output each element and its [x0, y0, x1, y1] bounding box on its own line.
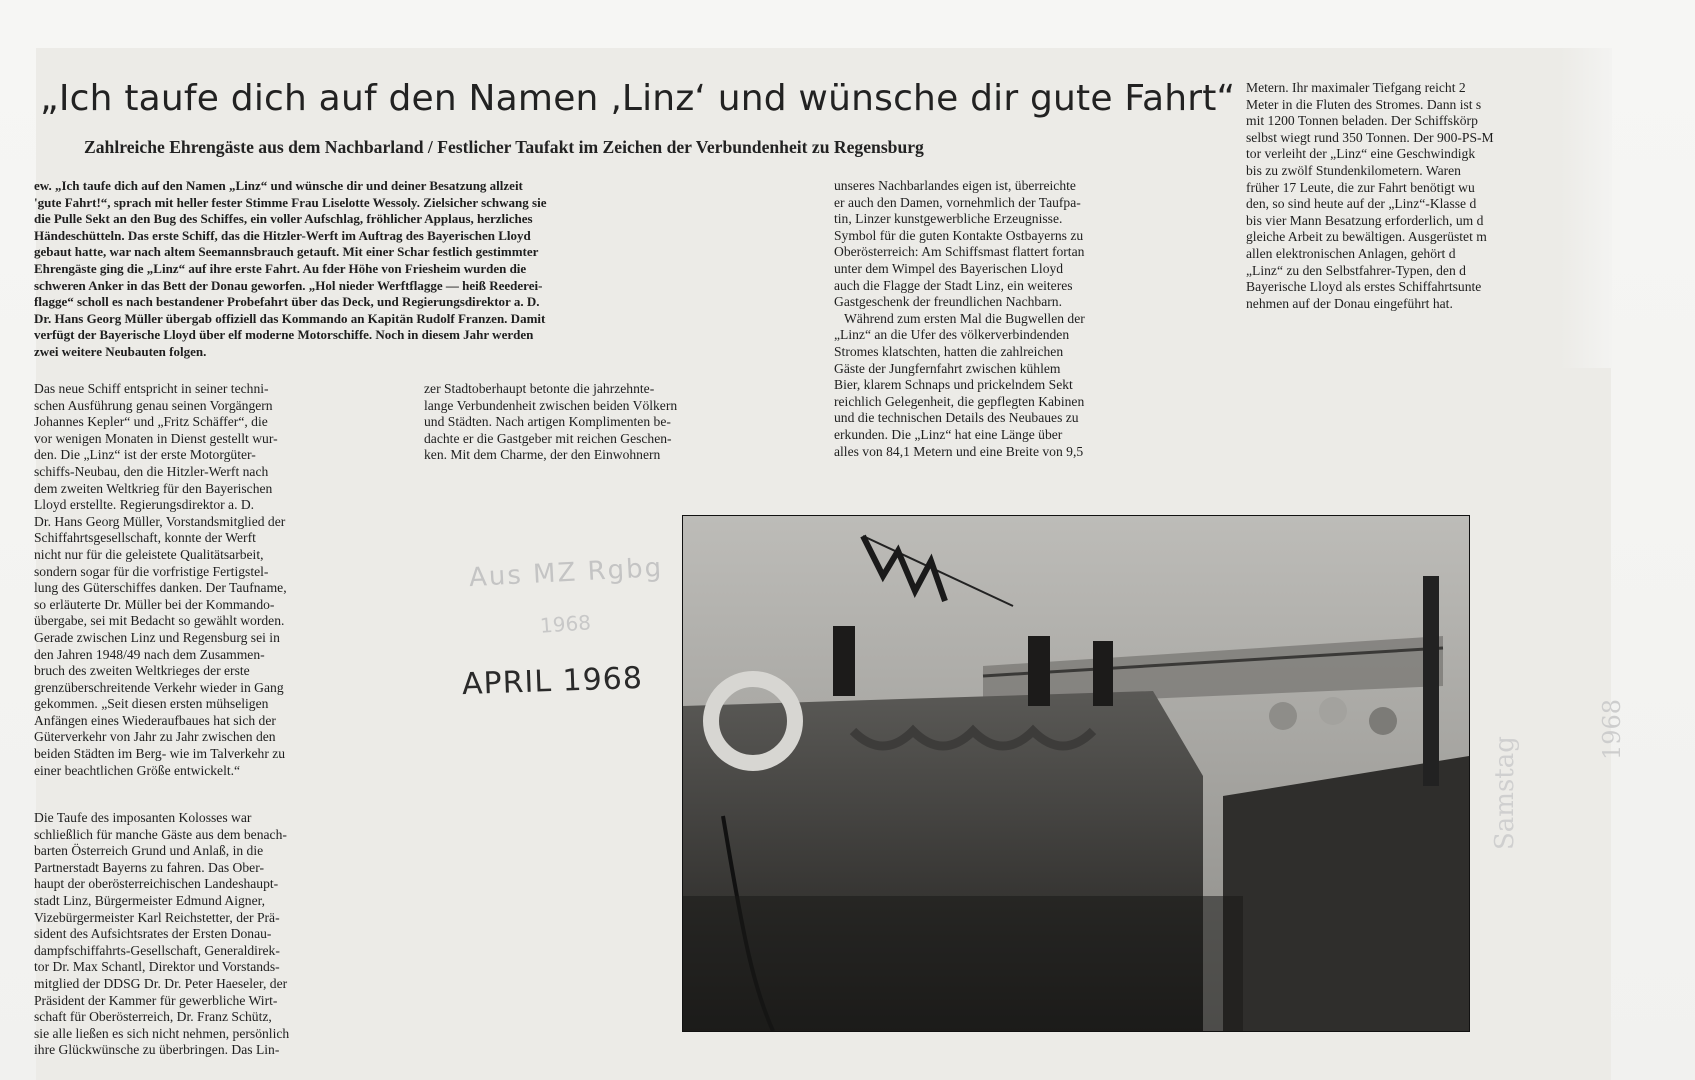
handwritten-date-note: APRIL 1968 [461, 660, 644, 703]
mast [1423, 576, 1439, 786]
column-4: Metern. Ihr maximaler Tiefgang reicht 2 Meter in die Fluten des Stromes. Dann ist s mit 1200 Tonnen beladen. Der Schiffskörp selbst wiegt rund 350 Tonnen. Der 900-PS-M tor verleiht der „Linz“ eine Geschwindigk bis zu zwölf Stundenkilometern. Waren früher 17 Leute, die zur Fahrt benötigt wu den, so sind heute auf der „Linz“-Klasse d bis vier Mann Besatzung erforderlich, um d gleiche Arbeit zu bewältigen. Ausgerüstet m allen elektronischen Anlagen, gehört d „Linz“ zu den Selbstfahrer-Typen, den d Bayerische Lloyd als erstes Schiffahrtsunte nehmen auf der Donau eingeführt hat. [1246, 80, 1494, 311]
person-on-deck [1028, 636, 1050, 706]
handwritten-side-note: Samstag [1490, 736, 1520, 850]
handwritten-source-note: Aus MZ Rgbg [468, 552, 664, 594]
water-shadow [683, 896, 1243, 1031]
lead-paragraph: ew. „Ich taufe dich auf den Namen „Linz“ und wünsche dir und deiner Besatzung allzeit 'gute Fahrt!“, sprach mit heller fester Stimme Frau Liselotte Wessoly. Zielsicher schwang sie die Pulle Sekt an den Bug des Schiffes, ein voller Aufschlag, fröhlicher Applaus, herzliches Händeschütteln. Das erste Schiff, das die Hitzler-Werft im Auftrag des Bayerischen Lloyd gebaut hatte, war nach altem Seemannsbrauch getauft. Mit einer Schar festlich gestimmter Ehrengäste ging die „Linz“ auf ihre erste Fahrt. Au fder Höhe von Friesheim wurden die schweren Anker in das Bett der Donau geworfen. „Hol nieder Werftflagge — heiß Reederei- flagge“ scholl es nach bestandener Probefahrt über das Deck, und Regierungsdirektor a. D. Dr. Hans Georg Müller übergab offiziell das Kommando an Kapitän Rudolf Franzen. Damit verfügt der Bayerische Lloyd über elf moderne Motorschiffe. Noch in diesem Jahr werden zwei weitere Neubauten folgen. [34, 178, 547, 359]
subheadline: Zahlreiche Ehrengäste aus dem Nachbarland / Festlicher Taufakt im Zeichen der Verbundenheit zu Regensburg [84, 137, 924, 157]
guest-head [1269, 702, 1297, 730]
column-1-part-1: Das neue Schiff entspricht in seiner techni- schen Ausführung genau seinen Vorgängern Johannes Kepler“ und „Fritz Schäffer“, die vor wenigen Monaten in Dienst gestellt wur- den. Die „Linz“ ist der erste Motorgüter- schiffs-Neubau, den die Hitzler-Werft nach dem zweiten Weltkrieg für den Bayerischen Lloyd erstellte. Regierungsdirektor a. D. Dr. Hans Georg Müller, Vorstandsmitglied der Schiffahrtsgesellschaft, konnte der Werft nicht nur für die geleistete Qualitätsarbeit, sondern sogar für die vorfristige Fertigstel- lung des Güterschiffes danken. Der Taufname, so erläuterte Dr. Müller bei der Kommando- übergabe, sei mit Bedacht so gewählt worden. Gerade zwischen Linz und Regensburg sei in den Jahren 1948/49 nach dem Zusammen- bruch des zweiten Weltkrieges der erste grenzüberschreitende Verkehr wieder in Gang gekommen. „Seit diesen ersten mühseligen Anfängen eines Wiederaufbaues hat sich der Güterverkehr von Jahr zu Jahr zwischen den beiden Städten im Berg- wie im Talverkehr zu einer beachtlichen Größe entwickelt.“ [34, 381, 287, 778]
handwritten-year-note: 1968 [539, 610, 592, 638]
column-2: zer Stadtoberhaupt betonte die jahrzehnte- lange Verbundenheit zwischen beiden Völkern und Städten. Nach artigen Komplimenten be- dachte er die Gastgeber mit reichen Geschen- ken. Mit dem Charme, der den Einwohnern [424, 381, 678, 463]
ship-christening-photo [682, 515, 1470, 1032]
person-on-deck [833, 626, 855, 696]
guest-head [1319, 697, 1347, 725]
photo-illustration [683, 516, 1469, 1031]
column-3: unseres Nachbarlandes eigen ist, überreichte er auch den Damen, vornehmlich der Taufpa- tin, Linzer kunstgewerbliche Erzeugnisse. Symbol für die guten Kontakte Ostbayerns zu Oberösterreich: Am Schiffsmast flattert fortan unter dem Wimpel des Bayerischen Lloyd auch die Flagge der Stadt Linz, ein weiteres Gastgeschenk der freundlichen Nachbarn. Während zum ersten Mal die Bugwellen der „Linz“ an die Ufer des völkerverbindenden Stromes klatschten, hatten die zahlreichen Gäste der Jungfernfahrt zwischen kühlem Bier, klarem Schnaps und prickelndem Sekt reichlich Gelegenheit, die gepflegten Kabinen und die technischen Details des Neubaues zu erkunden. Die „Linz“ hat eine Länge über alles von 84,1 Metern und eine Breite von 9,5 [834, 178, 1085, 459]
person-on-deck [1093, 641, 1113, 706]
column-1-part-2: Die Taufe des imposanten Kolosses war schließlich für manche Gäste aus dem benach- barten Österreich Grund und Anlaß, in die Partnerstadt Bayerns zu fahren. Das Ober- haupt der oberösterreichischen Landeshaupt- stadt Linz, Bürgermeister Edmund Aigner, Vizebürgermeister Karl Reichstetter, der Prä- sident des Aufsichtsrates der Ersten Donau- dampfschiffahrts-Gesellschaft, Generaldirek- tor Dr. Max Schantl, Direktor und Vorstands- mitglied der DDSG Dr. Dr. Peter Haeseler, der Präsident der Kammer für gewerbliche Wirt- schaft für Oberösterreich, Dr. Franz Schütz, sie alle ließen es sich nicht nehmen, persönlich ihre Glückwünsche zu überbringen. Das Lin- [34, 810, 290, 1058]
crowd-on-quay [1223, 756, 1469, 1031]
headline: „Ich taufe dich auf den Namen ‚Linz‘ und wünsche dir gute Fahrt“ [40, 78, 1236, 119]
guest-head [1369, 707, 1397, 735]
handwritten-side-note-2: 1968 [1598, 698, 1626, 760]
